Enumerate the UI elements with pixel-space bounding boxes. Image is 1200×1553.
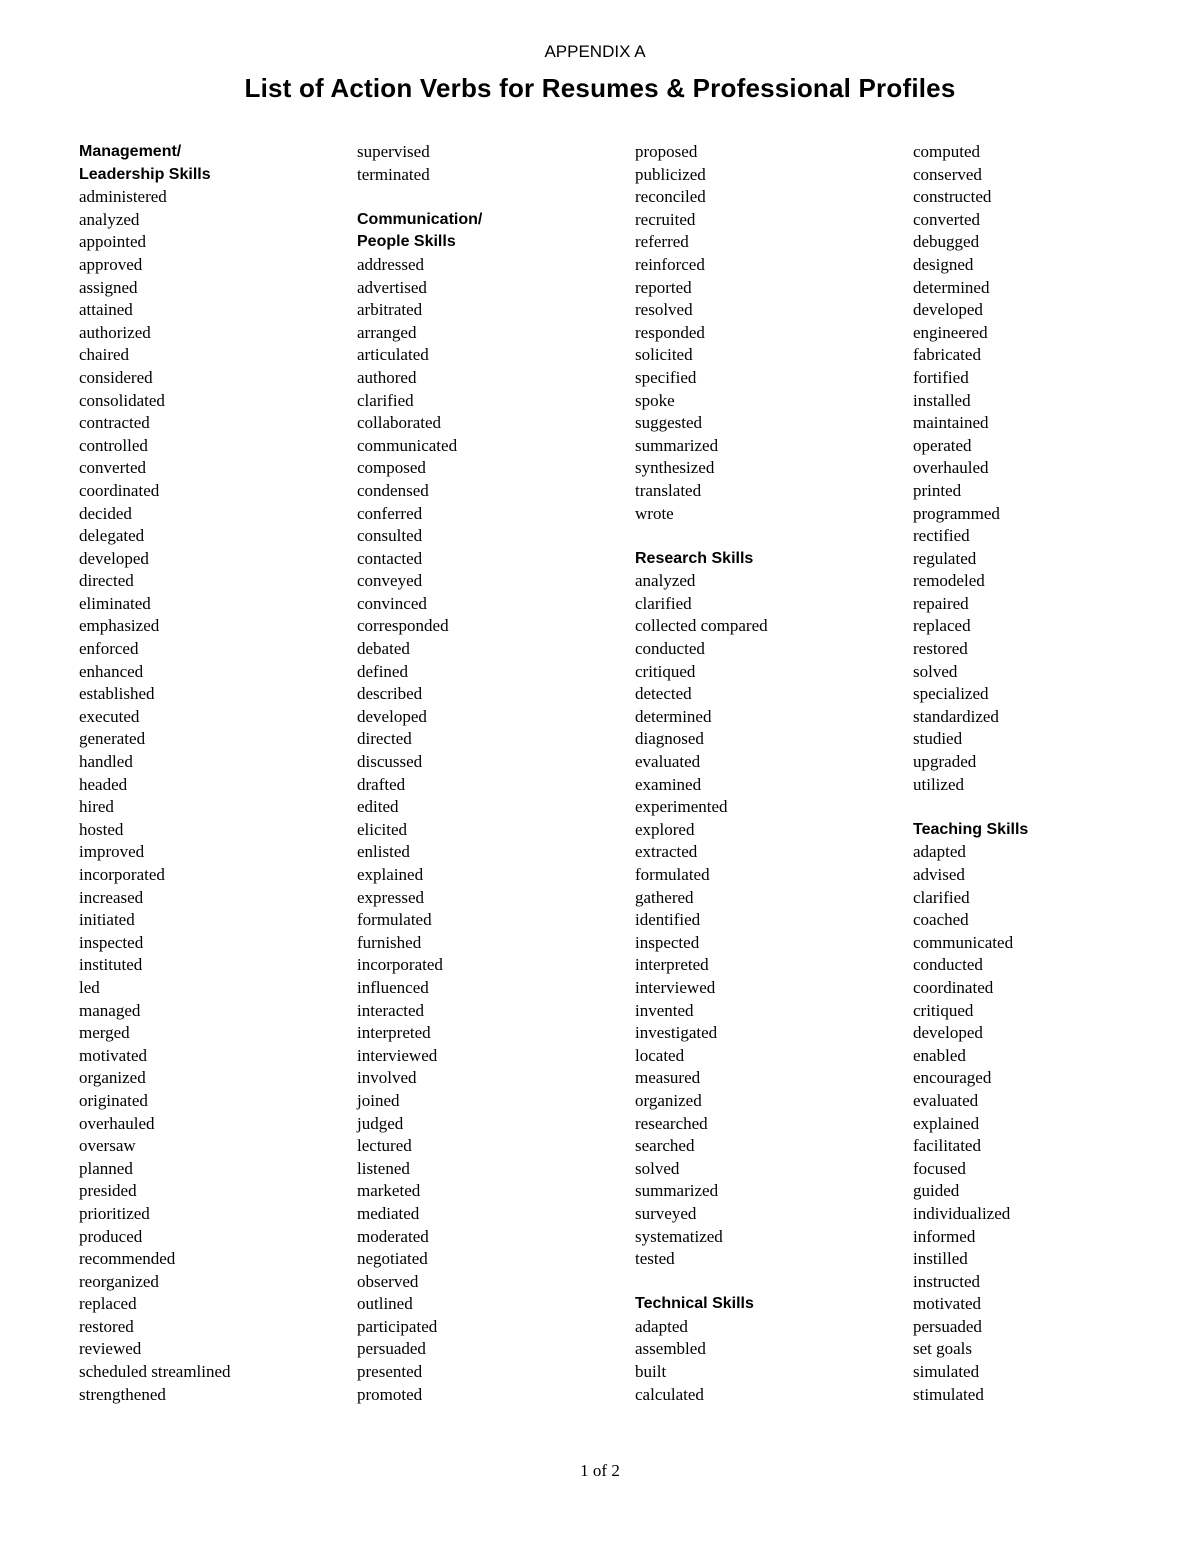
action-verb: constructed xyxy=(913,187,992,207)
section-heading: Management/ Leadership Skills xyxy=(79,143,211,183)
action-verb: improved xyxy=(79,842,145,862)
action-verb: composed xyxy=(357,458,426,478)
action-verb: eliminated xyxy=(79,593,151,613)
action-verb: utilized xyxy=(913,774,964,794)
action-verb: developed xyxy=(913,300,983,320)
action-verb: condensed xyxy=(357,480,429,500)
action-verb: inspected xyxy=(635,932,700,952)
action-verb: directed xyxy=(357,729,412,749)
action-verb: explored xyxy=(635,819,695,839)
verb-column-3 xyxy=(635,141,905,1429)
action-verb: reported xyxy=(635,277,692,297)
verb-column-4 xyxy=(913,141,1183,1429)
action-verb: marketed xyxy=(357,1181,421,1201)
action-verb: discussed xyxy=(357,752,423,772)
action-verb: regulated xyxy=(913,548,977,568)
action-verb: arranged xyxy=(357,322,417,342)
action-verb: printed xyxy=(913,480,962,500)
action-verb: addressed xyxy=(357,254,425,274)
action-verb: interviewed xyxy=(635,977,716,997)
action-verb: summarized xyxy=(635,435,719,455)
action-verb: publicized xyxy=(635,164,706,184)
action-verb: advised xyxy=(913,865,965,884)
action-verb: programmed xyxy=(913,503,1000,523)
action-verb: corresponded xyxy=(357,616,449,636)
action-verb: overhauled xyxy=(79,1113,155,1133)
action-verb: extracted xyxy=(635,842,698,862)
action-verb: encouraged xyxy=(913,1068,992,1088)
skill-section xyxy=(635,548,905,1271)
action-verb: observed xyxy=(357,1271,419,1291)
action-verb: decided xyxy=(79,503,132,523)
action-verb: remodeled xyxy=(913,571,985,591)
skill-section xyxy=(635,141,905,525)
action-verb: established xyxy=(79,684,155,704)
action-verb: clarified xyxy=(913,887,970,907)
action-verb: critiqued xyxy=(635,661,696,681)
action-verb: interacted xyxy=(357,1000,425,1020)
action-verb: communicated xyxy=(357,435,458,455)
action-verb: reorganized xyxy=(79,1271,159,1291)
action-verb: instilled xyxy=(913,1249,968,1269)
action-verb: individualized xyxy=(913,1203,1011,1223)
action-verb: elicited xyxy=(357,819,408,839)
action-verb: arbitrated xyxy=(357,300,423,320)
action-verb: overhauled xyxy=(913,458,989,478)
action-verb: synthesized xyxy=(635,458,715,478)
action-verb: supervised xyxy=(357,142,430,161)
action-verb: inspected xyxy=(79,932,144,952)
action-verb: executed xyxy=(79,706,140,726)
action-verb: motivated xyxy=(913,1294,981,1314)
action-verb: collected compared xyxy=(635,616,768,636)
action-verb: explained xyxy=(913,1113,980,1133)
section-heading: Communication/ People Skills xyxy=(357,210,483,251)
action-verb: examined xyxy=(635,774,702,794)
action-verb: invented xyxy=(635,1000,694,1020)
action-verb: wrote xyxy=(635,503,674,523)
action-verb: chaired xyxy=(79,345,130,365)
action-verb: built xyxy=(635,1362,667,1382)
action-verb: restored xyxy=(79,1316,134,1336)
action-verb: guided xyxy=(913,1181,960,1201)
action-verb: installed xyxy=(913,390,971,410)
action-verb: outlined xyxy=(357,1294,413,1314)
action-verb: lectured xyxy=(357,1136,412,1156)
action-verb: repaired xyxy=(913,593,969,613)
action-verb: systematized xyxy=(635,1226,723,1246)
action-verb: incorporated xyxy=(79,865,165,884)
action-verb: conveyed xyxy=(357,571,423,591)
appendix-label: APPENDIX A xyxy=(544,42,646,61)
action-verb: fabricated xyxy=(913,345,981,365)
action-verb: adapted xyxy=(913,842,966,862)
action-verb: conducted xyxy=(913,955,983,975)
action-verb: diagnosed xyxy=(635,729,704,749)
action-verb: evaluated xyxy=(635,752,701,772)
action-verb: engineered xyxy=(913,322,988,342)
action-verb: oversaw xyxy=(79,1136,136,1156)
action-verb: authored xyxy=(357,367,417,387)
action-verb: organized xyxy=(79,1068,146,1088)
action-verb: summarized xyxy=(635,1181,719,1201)
action-verb: joined xyxy=(357,1090,400,1110)
action-verb: assigned xyxy=(79,277,138,297)
action-verb: studied xyxy=(913,729,963,749)
action-verb: negotiated xyxy=(357,1249,428,1269)
action-verb: standardized xyxy=(913,706,999,726)
action-verb: surveyed xyxy=(635,1203,697,1223)
action-verb: measured xyxy=(635,1068,701,1088)
action-verb: presided xyxy=(79,1181,137,1201)
action-verb: adapted xyxy=(635,1316,688,1336)
action-verb: determined xyxy=(913,277,990,297)
action-verb: advertised xyxy=(357,277,427,297)
section-heading: Research Skills xyxy=(635,549,754,567)
action-verb: listened xyxy=(357,1158,410,1178)
action-verb: produced xyxy=(79,1226,143,1246)
action-verb: converted xyxy=(913,209,981,229)
action-verb: considered xyxy=(79,367,153,387)
section-heading: Teaching Skills xyxy=(913,820,1029,838)
action-verb: identified xyxy=(635,910,701,930)
action-verb: consolidated xyxy=(79,390,165,410)
action-verb: calculated xyxy=(635,1384,704,1404)
action-verb: mediated xyxy=(357,1203,420,1223)
action-verb: debugged xyxy=(913,232,980,252)
action-verb: enforced xyxy=(79,639,139,659)
action-verb: instructed xyxy=(913,1271,981,1291)
action-verb: formulated xyxy=(635,865,710,884)
action-verb: handled xyxy=(79,752,133,772)
action-verb: analyzed xyxy=(79,209,140,229)
action-verb: judged xyxy=(357,1113,404,1133)
action-verb: edited xyxy=(357,797,399,817)
action-verb: analyzed xyxy=(635,571,696,591)
action-verb: upgraded xyxy=(913,752,977,772)
action-verb: enabled xyxy=(913,1045,966,1065)
action-verb: influenced xyxy=(357,977,429,997)
action-verb: evaluated xyxy=(913,1090,979,1110)
action-verb: replaced xyxy=(79,1294,137,1314)
action-verb: informed xyxy=(913,1226,976,1246)
action-verb: contacted xyxy=(357,548,423,568)
action-verb: hired xyxy=(79,797,114,817)
action-verb: instituted xyxy=(79,955,143,975)
action-verb: converted xyxy=(79,458,147,478)
action-verb: experimented xyxy=(635,797,728,817)
action-verb: enlisted xyxy=(357,842,410,862)
action-verb: conferred xyxy=(357,503,423,523)
action-verb: restored xyxy=(913,639,968,659)
action-verb: incorporated xyxy=(357,955,443,975)
skill-section xyxy=(635,1293,905,1406)
action-verb: defined xyxy=(357,661,408,681)
action-verb: delegated xyxy=(79,526,145,546)
action-verb: resolved xyxy=(635,300,693,320)
action-verb: proposed xyxy=(635,142,698,161)
action-verb: moderated xyxy=(357,1226,429,1246)
action-verb: critiqued xyxy=(913,1000,974,1020)
action-verb: reviewed xyxy=(79,1339,142,1359)
action-verb: clarified xyxy=(357,390,414,410)
action-verb: conducted xyxy=(635,639,705,659)
page-number: 1 of 2 xyxy=(580,1461,620,1480)
action-verb: operated xyxy=(913,435,972,455)
action-verb: approved xyxy=(79,254,143,274)
action-verb: assembled xyxy=(635,1339,706,1359)
action-verb: communicated xyxy=(913,932,1014,952)
action-verb: promoted xyxy=(357,1384,423,1404)
action-verb: maintained xyxy=(913,413,989,433)
action-verb: prioritized xyxy=(79,1203,150,1223)
action-verb: solved xyxy=(635,1158,680,1178)
action-verb: debated xyxy=(357,639,410,659)
action-verb: focused xyxy=(913,1158,966,1178)
action-verb: articulated xyxy=(357,345,429,365)
action-verb: organized xyxy=(635,1090,702,1110)
action-verb: merged xyxy=(79,1023,130,1043)
action-verb: strengthened xyxy=(79,1384,166,1404)
action-verb: consulted xyxy=(357,526,423,546)
action-verb: furnished xyxy=(357,932,422,952)
action-verb: reinforced xyxy=(635,254,705,274)
action-verb: reconciled xyxy=(635,187,706,207)
action-verb: coordinated xyxy=(913,977,994,997)
action-verb: attained xyxy=(79,300,133,320)
verb-column-2 xyxy=(357,141,627,1429)
action-verb: clarified xyxy=(635,593,692,613)
section-heading: Technical Skills xyxy=(635,1295,754,1313)
action-verb: persuaded xyxy=(357,1339,426,1359)
action-verb: simulated xyxy=(913,1362,980,1382)
action-verb: fortified xyxy=(913,367,969,387)
action-verb: administered xyxy=(79,187,167,207)
action-verb: participated xyxy=(357,1316,438,1336)
action-verb: enhanced xyxy=(79,661,144,681)
action-verb: drafted xyxy=(357,774,406,794)
verb-column-1 xyxy=(79,141,349,1429)
action-verb: emphasized xyxy=(79,616,160,636)
action-verb: responded xyxy=(635,322,705,342)
action-verb: planned xyxy=(79,1158,133,1178)
action-verb: increased xyxy=(79,887,144,907)
action-verb: determined xyxy=(635,706,712,726)
action-verb: suggested xyxy=(635,413,703,433)
action-verb: involved xyxy=(357,1068,417,1088)
action-verb: specified xyxy=(635,367,697,387)
action-verb: solicited xyxy=(635,345,693,365)
action-verb: gathered xyxy=(635,887,694,907)
action-verb: appointed xyxy=(79,232,147,252)
action-verb: originated xyxy=(79,1090,148,1110)
skill-section xyxy=(79,141,349,1406)
action-verb: headed xyxy=(79,774,128,794)
action-verb: translated xyxy=(635,480,702,500)
action-verb: persuaded xyxy=(913,1316,982,1336)
skill-section xyxy=(913,141,1183,796)
action-verb: spoke xyxy=(635,390,675,410)
action-verb: hosted xyxy=(79,819,124,839)
action-verb: developed xyxy=(79,548,149,568)
action-verb: set goals xyxy=(913,1339,973,1359)
action-verb: tested xyxy=(635,1249,675,1269)
skill-section xyxy=(357,141,627,186)
action-verb: collaborated xyxy=(357,413,442,433)
skill-section xyxy=(913,819,1183,1406)
action-verb: investigated xyxy=(635,1023,718,1043)
action-verb: authorized xyxy=(79,322,151,342)
action-verb: interpreted xyxy=(357,1023,431,1043)
action-verb: formulated xyxy=(357,910,432,930)
action-verb: computed xyxy=(913,142,981,161)
action-verb: controlled xyxy=(79,435,148,455)
action-verb: scheduled streamlined xyxy=(79,1362,231,1382)
action-verb: coached xyxy=(913,910,969,930)
action-verb: initiated xyxy=(79,910,135,930)
action-verb: coordinated xyxy=(79,480,160,500)
action-verb: contracted xyxy=(79,413,150,433)
action-verb: stimulated xyxy=(913,1384,984,1404)
action-verb: directed xyxy=(79,571,134,591)
action-verb: detected xyxy=(635,684,692,704)
action-verb: facilitated xyxy=(913,1136,981,1156)
action-verb: specialized xyxy=(913,684,989,704)
action-verb: terminated xyxy=(357,164,430,184)
action-verb: explained xyxy=(357,865,424,884)
action-verb: referred xyxy=(635,232,689,252)
action-verb: researched xyxy=(635,1113,708,1133)
action-verb: developed xyxy=(357,706,427,726)
action-verb: conserved xyxy=(913,164,982,184)
action-verb: generated xyxy=(79,729,146,749)
action-verb: located xyxy=(635,1045,685,1065)
skill-section xyxy=(357,209,627,1406)
action-verb: replaced xyxy=(913,616,971,636)
action-verb: interpreted xyxy=(635,955,709,975)
action-verb: recruited xyxy=(635,209,696,229)
page-title: List of Action Verbs for Resumes & Professional Profiles xyxy=(244,73,956,103)
action-verb: motivated xyxy=(79,1045,147,1065)
action-verb: designed xyxy=(913,254,974,274)
action-verb: managed xyxy=(79,1000,141,1020)
action-verb: expressed xyxy=(357,887,425,907)
action-verb: developed xyxy=(913,1023,983,1043)
action-verb: described xyxy=(357,684,423,704)
action-verb: solved xyxy=(913,661,958,681)
action-verb: rectified xyxy=(913,526,970,546)
action-verb: led xyxy=(79,977,100,997)
action-verb: recommended xyxy=(79,1249,176,1269)
action-verb: searched xyxy=(635,1136,695,1156)
action-verb: convinced xyxy=(357,593,427,613)
action-verb: presented xyxy=(357,1362,423,1382)
action-verb: interviewed xyxy=(357,1045,438,1065)
